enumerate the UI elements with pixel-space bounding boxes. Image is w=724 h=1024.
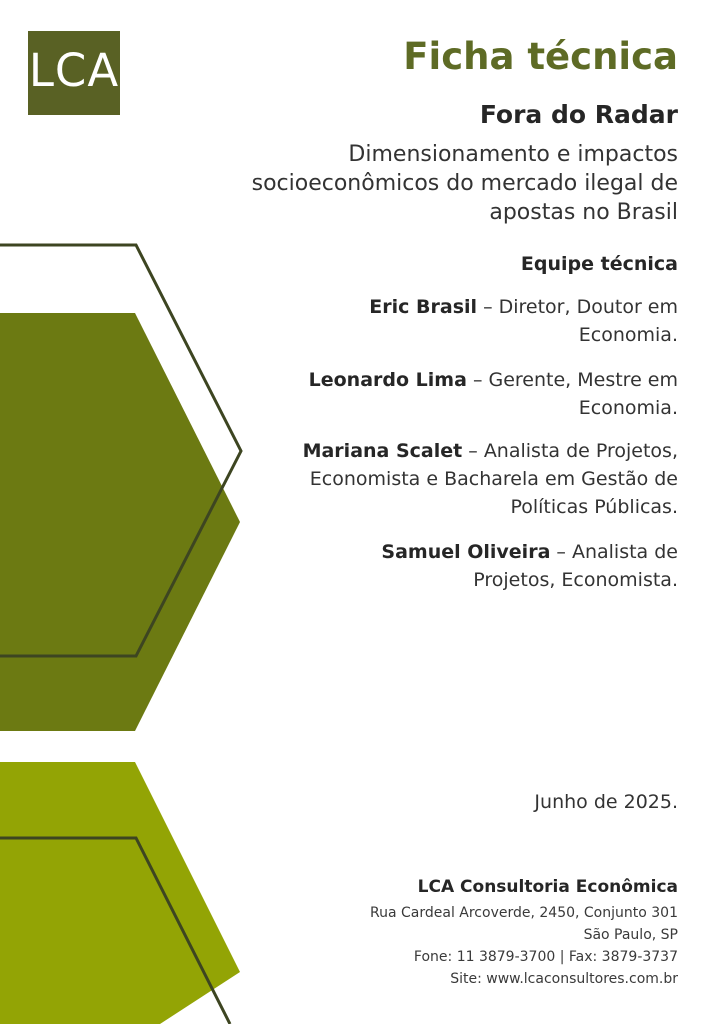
lca-logo [28, 31, 120, 115]
member-role: – Analista de Projetos, Economista. [473, 541, 678, 591]
report-description: Dimensionamento e impactos socioeconômicos do mercado ilegal de apostas no Brasil [251, 142, 678, 225]
company-city: São Paulo, SP [583, 927, 678, 943]
member-name: Samuel Oliveira [381, 541, 551, 563]
report-title: Fora do Radar [479, 100, 678, 129]
company-name: LCA Consultoria Econômica [417, 877, 678, 897]
logo-text: LCA [28, 44, 120, 97]
team-member [318, 293, 678, 349]
publication-date: Junho de 2025. [534, 791, 678, 813]
member-name: Mariana Scalet [302, 440, 463, 462]
team-member [298, 437, 678, 521]
team-member [298, 366, 678, 422]
company-address: Rua Cardeal Arcoverde, 2450, Conjunto 301 [370, 905, 678, 921]
team-heading: Equipe técnica [520, 253, 678, 275]
team-member [308, 538, 678, 594]
page-title: Ficha técnica [403, 35, 678, 78]
member-role: – Diretor, Doutor em Economia. [477, 296, 678, 346]
member-role: – Gerente, Mestre em Economia. [466, 369, 678, 419]
company-phone: Fone: 11 3879-3700 | Fax: 3879-3737 [413, 949, 678, 965]
member-name: Eric Brasil [369, 296, 478, 318]
member-name: Leonardo Lima [308, 369, 467, 391]
member-role: – Analista de Projetos, Economista e Bacharela em Gestão de Políticas Públicas. [309, 440, 678, 518]
company-site: Site: www.lcaconsultores.com.br [450, 971, 678, 987]
